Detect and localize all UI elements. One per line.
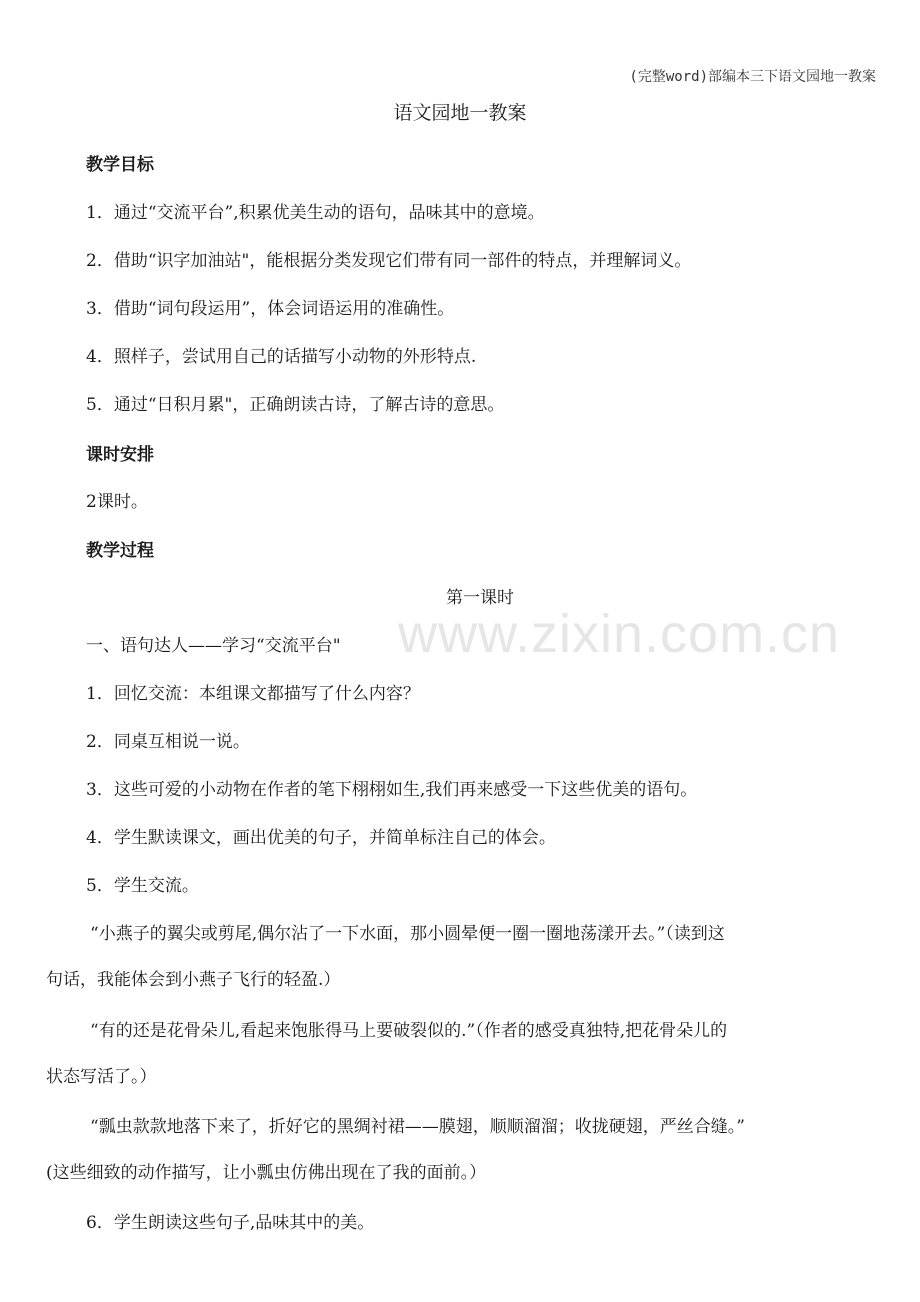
step-item: 1．回忆交流：本组课文都描写了什么内容？ xyxy=(86,684,420,704)
goal-item: 1．通过“交流平台”,积累优美生动的语句，品味其中的意境。 xyxy=(86,203,545,223)
quote-line: “小燕子的翼尖或剪尾,偶尔沾了一下水面，那小圆晕便一圈一圈地荡漾开去。”（读到这 xyxy=(90,924,725,944)
watermark: www.zixin.com.cn xyxy=(398,604,841,664)
process-heading: 教学过程 xyxy=(86,541,154,561)
quote-line: 句话，我能体会到小燕子飞行的轻盈.） xyxy=(46,970,341,990)
quote-line: “瓢虫款款地落下来了，折好它的黑绸衬裙——膜翅，顺顺溜溜；收拢硬翅，严丝合缝。” xyxy=(90,1117,745,1137)
step-item: 4．学生默读课文，画出优美的句子，并简单标注自己的体会。 xyxy=(86,828,556,848)
part1-title: 一、语句达人——学习“交流平台" xyxy=(86,636,341,656)
step-item: 6．学生朗读这些句子,品味其中的美。 xyxy=(86,1213,375,1233)
quote-line: “有的还是花骨朵儿,看起来饱胀得马上要破裂似的.”（作者的感受真独特,把花骨朵儿的 xyxy=(90,1021,728,1041)
document-title: 语文园地一教案 xyxy=(393,102,527,124)
schedule-text: 2课时。 xyxy=(86,492,148,512)
quote-line: (这些细致的动作描写，让小瓢虫仿佛出现在了我的面前。） xyxy=(46,1163,487,1183)
document-header: (完整word)部编本三下语文园地一教案 xyxy=(629,69,876,85)
quote-line: 状态写活了。） xyxy=(46,1067,157,1087)
lesson-title: 第一课时 xyxy=(446,588,514,608)
goal-item: 5．通过“日积月累"，正确朗读古诗，了解古诗的意思。 xyxy=(86,395,505,415)
schedule-heading: 课时安排 xyxy=(86,445,154,465)
goal-item: 4．照样子，尝试用自己的话描写小动物的外形特点. xyxy=(86,347,477,367)
step-item: 3．这些可爱的小动物在作者的笔下栩栩如生,我们再来感受一下这些优美的语句。 xyxy=(86,780,698,800)
step-item: 5．学生交流。 xyxy=(86,876,199,896)
step-item: 2．同桌互相说一说。 xyxy=(86,732,250,752)
goals-heading: 教学目标 xyxy=(86,155,154,175)
goal-item: 3．借助“词句段运用”，体会词语运用的准确性。 xyxy=(86,299,455,319)
goal-item: 2．借助“识字加油站"，能根据分类发现它们带有同一部件的特点，并理解词义。 xyxy=(86,251,692,271)
